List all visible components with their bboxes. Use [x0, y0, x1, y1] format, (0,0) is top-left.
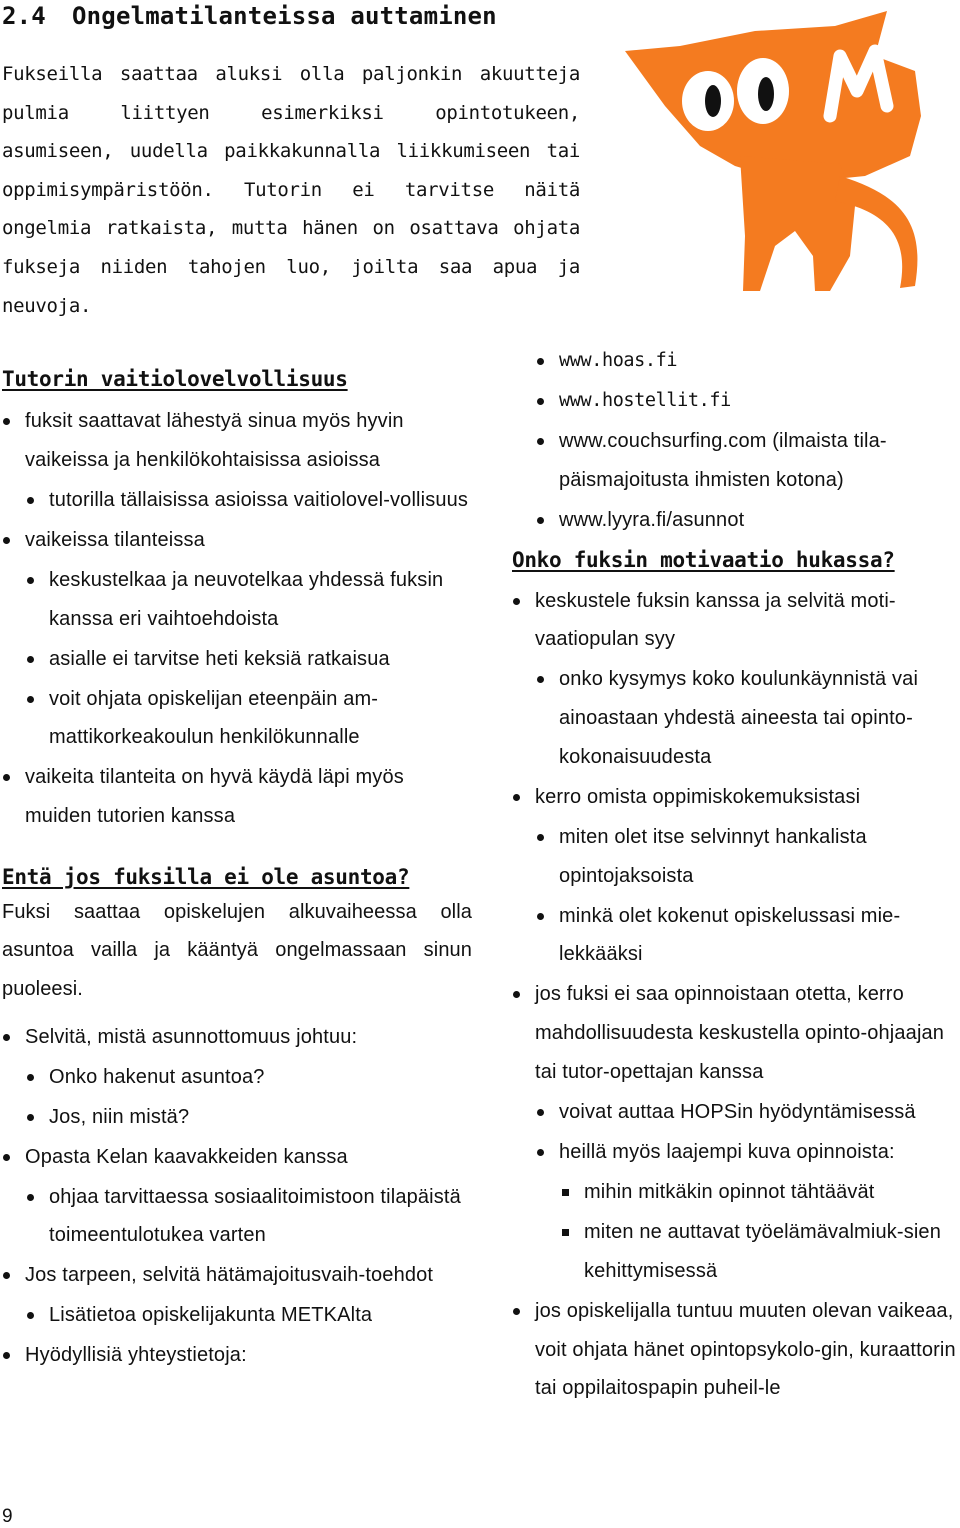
- list-item: voit ohjata opiskelijan eteenpäin am-mattikorkeakoulun henkilökunnalle: [2, 680, 472, 758]
- cat-mascot-logo: [625, 6, 930, 296]
- left-column: [2, 362, 472, 1376]
- list-item: Opasta Kelan kaavakkeiden kanssa: [2, 1138, 472, 1177]
- list-item: Jos, niin mistä?: [2, 1098, 472, 1137]
- list-item: jos fuksi ei saa opinnoistaan otetta, kerro mahdollisuudesta keskustella opinto-ohjaajan tai tutor-opettajan kanssa: [512, 975, 958, 1091]
- housing-paragraph: Fuksi saattaa opiskelujen alkuvaiheessa olla asuntoa vailla ja kääntyä ongelmassaan sinun puoleesi.: [2, 900, 472, 1001]
- section-title: Ongelmatilanteissa auttaminen: [72, 2, 497, 30]
- useful-links-list: [512, 342, 958, 540]
- intro-paragraph: Fukseilla saattaa aluksi olla paljonkin akuutteja pulmia liittyen esimerkiksi opintotukeen, asumiseen, uudella paikkakunnalla liikkumiseen tai oppimisympäristöön. Tutorin ei tarvitse näitä ongelmia ratkaista, mutta hänen on osattava ohjata fukseja niiden tahojen luo, joilta saa apua ja neuvoja.: [2, 63, 580, 317]
- list-item: heillä myös laajempi kuva opinnoista:: [512, 1133, 958, 1172]
- list-item: voivat auttaa HOPSin hyödyntämisessä: [512, 1093, 958, 1132]
- list-item: keskustelkaa ja neuvotelkaa yhdessä fuksin kanssa eri vaihtoehdoista: [2, 561, 472, 639]
- motivation-list: [512, 582, 958, 1409]
- list-item: vaikeita tilanteita on hyvä käydä läpi myös muiden tutorien kanssa: [2, 758, 472, 836]
- list-item: Jos tarpeen, selvitä hätämajoitusvaih-toehdot: [2, 1256, 472, 1295]
- list-item: Lisätietoa opiskelijakunta METKAlta: [2, 1296, 472, 1335]
- list-item: Onko hakenut asuntoa?: [2, 1058, 472, 1097]
- list-item: jos opiskelijalla tuntuu muuten olevan vaikeaa, voit ohjata hänet opintopsykolo-gin, kuraattorin tai oppilaitospapin puheil-le: [512, 1292, 958, 1408]
- list-item: miten ne auttavat työelämävalmiuk-sien kehittymisessä: [512, 1213, 958, 1291]
- list-item: onko kysymys koko koulunkäynnistä vai ainoastaan yhdestä aineesta tai opinto-kokonaisuudesta: [512, 660, 958, 776]
- list-item: keskustele fuksin kanssa ja selvitä moti-vaatiopulan syy: [512, 582, 958, 660]
- list-item: ohjaa tarvittaessa sosiaalitoimistoon tilapäistä toimeentulotukea varten: [2, 1178, 472, 1256]
- confidentiality-heading: Tutorin vaitiolovelvollisuus: [2, 367, 348, 391]
- list-item: minkä olet kokenut opiskelussasi mie-lekkääksi: [512, 897, 958, 975]
- confidentiality-list: [2, 402, 472, 836]
- list-item: fuksit saattavat lähestyä sinua myös hyvin vaikeissa ja henkilökohtaisissa asioissa: [2, 402, 472, 480]
- list-item: asialle ei tarvitse heti keksiä ratkaisua: [2, 640, 472, 679]
- link-item: www.couchsurfing.com (ilmaista tila-päismajoitusta ihmisten kotona): [512, 422, 958, 500]
- housing-list: [2, 1018, 472, 1375]
- link-item: www.hoas.fi: [512, 342, 958, 381]
- link-item: www.hostellit.fi: [512, 382, 958, 421]
- section-heading: [2, 2, 497, 30]
- motivation-heading: Onko fuksin motivaatio hukassa?: [512, 547, 895, 572]
- right-column: [512, 342, 958, 1409]
- list-item: tutorilla tällaisissa asioissa vaitiolovel-vollisuus: [2, 481, 472, 520]
- list-item: miten olet itse selvinnyt hankalista opintojaksoista: [512, 818, 958, 896]
- list-item: Selvitä, mistä asunnottomuus johtuu:: [2, 1018, 472, 1057]
- list-item: Hyödyllisiä yhteystietoja:: [2, 1336, 472, 1375]
- housing-heading: Entä jos fuksilla ei ole asuntoa?: [2, 864, 410, 889]
- link-item: www.lyyra.fi/asunnot: [512, 501, 958, 540]
- section-number: 2.4: [2, 2, 46, 30]
- list-item: mihin mitkäkin opinnot tähtäävät: [512, 1173, 958, 1212]
- page-number: 9: [2, 1506, 13, 1527]
- list-item: vaikeissa tilanteissa: [2, 521, 472, 560]
- list-item: kerro omista oppimiskokemuksistasi: [512, 778, 958, 817]
